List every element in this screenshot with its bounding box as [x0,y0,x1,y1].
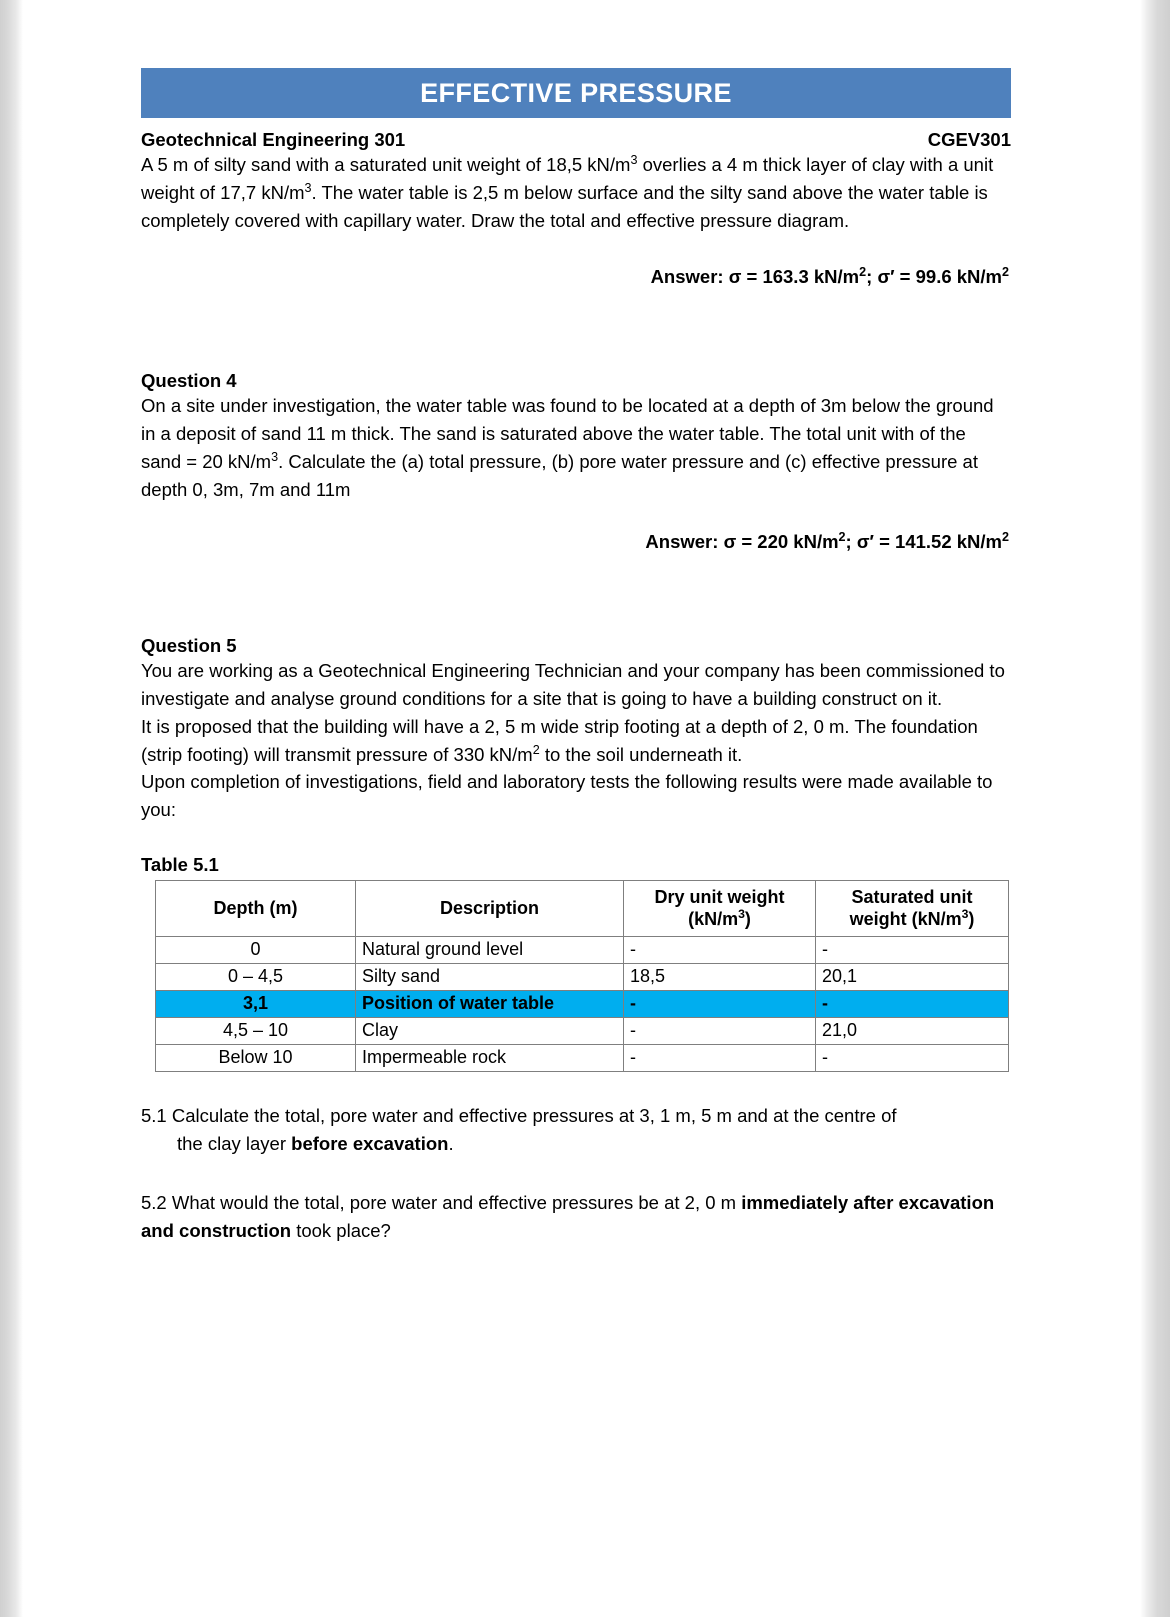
q4-answer-effective-sup: 2 [1002,530,1009,545]
table-row-highlighted-water-table [156,990,1009,1017]
question5-paragraph-3: Upon completion of investigations, field and laboratory tests the following results were made available to you: [141,771,993,820]
question4-paragraph [141,392,1011,503]
table-row [156,936,1009,963]
sub-question-5-2 [141,1189,1011,1245]
cell-saturated-unit-weight: 21,0 [816,1017,1009,1044]
column-header-depth: Depth (m) [156,880,356,936]
cell-saturated-unit-weight: - [816,990,1009,1017]
question3-answer [141,266,1011,288]
cell-depth: 0 [156,936,356,963]
q4-sup-1: 3 [271,449,279,464]
dry-unit-weight-label: Dry unit weight [654,886,785,907]
cell-dry-unit-weight: 18,5 [624,963,816,990]
sub-q-5-2-bold: immediately after excavation and construction [141,1192,995,1241]
cell-saturated-unit-weight: - [816,936,1009,963]
table-body [156,936,1009,1071]
table-header-row [156,880,1009,936]
table-row [156,963,1009,990]
dry-unit-weight-units-sup: 3 [738,906,745,921]
q5-p2-part2: to the soil underneath it. [539,743,743,765]
question5-paragraph-1: You are working as a Geotechnical Engineering Technician and your company has been commissioned to investigate and analyse ground conditions for a site that is going to have a building construct on it. [141,660,1005,709]
cell-depth: 0 – 4,5 [156,963,356,990]
q4-answer-separator: ; [845,531,857,553]
course-name: Geotechnical Engineering 301 [141,129,406,150]
q3-text-part3: . The water table is 2,5 m below surface and the silty sand above the water table is completely covered with capillary water. Draw the total and effective pressure diagram. [141,181,988,231]
q3-sup-1: 3 [630,152,638,167]
cell-depth: Below 10 [156,1044,356,1071]
sub-q-5-2-text2: took place? [291,1220,391,1241]
cell-saturated-unit-weight: 20,1 [816,963,1009,990]
q3-text-part1: A 5 m of silty sand with a saturated unit weight of 18,5 kN/m [141,154,631,175]
soil-profile-table [155,880,1009,1072]
q5-p2-part1: It is proposed that the building will have a 2, 5 m wide strip footing at a depth of 2, 0 m. The foundation (strip footing) will transmit pressure of 330 kN/m [141,715,978,765]
q4-text-part2: . Calculate the (a) total pressure, (b) pore water pressure and (c) effective pressure at depth 0, 3m, 7m and 11m [141,450,978,500]
question4-answer [141,531,1011,553]
cell-description: Silty sand [356,963,624,990]
table-caption: Table 5.1 [141,853,219,875]
dry-unit-weight-units: (kN/m [688,908,739,929]
cell-description: Impermeable rock [356,1044,624,1071]
q3-answer-effective: σ′ = 99.6 kN/m [877,266,1002,288]
document-title-banner: EFFECTIVE PRESSURE [141,68,1011,118]
table-row [156,1044,1009,1071]
cell-dry-unit-weight: - [624,1017,816,1044]
table-row [156,1017,1009,1044]
q4-answer-label: Answer: [645,531,719,553]
sub-q-5-1-bold: before excavation [291,1132,449,1154]
sub-q-5-1-line1: 5.1 Calculate the total, pore water and effective pressures at 3, 1 m, 5 m and at the centre of [141,1104,897,1126]
course-code: CGEV301 [927,129,1011,150]
saturated-unit-weight-units-sup: 3 [961,906,969,921]
sub-q-5-2-text1: 5.2 What would the total, pore water and effective pressures be at 2, 0 m [141,1192,742,1214]
sub-q-5-1-period: . [448,1132,454,1154]
q3-answer-total: σ = 163.3 kN/m [728,266,860,288]
document-page [23,0,1140,1617]
q3-answer-separator: ; [866,266,878,288]
cell-depth: 4,5 – 10 [156,1017,356,1044]
column-header-saturated-unit-weight [816,880,1009,936]
question4-heading: Question 4 [141,370,237,392]
page-content [141,0,1011,1245]
q4-answer-total: σ = 220 kN/m [723,531,839,553]
q5-p2-sup: 2 [532,742,540,757]
dry-unit-weight-units-close: ) [744,908,751,929]
column-header-description: Description [356,880,624,936]
course-header-line [141,129,1011,151]
saturated-unit-weight-units: weight (kN/m [849,908,962,929]
question5-heading: Question 5 [141,635,237,657]
q3-text-part2: overlies a 4 m thick layer of clay with a unit weight of 17,7 kN/m [141,154,994,203]
question3-paragraph [141,151,1011,234]
q3-sup-2: 3 [304,180,312,195]
q3-answer-label: Answer: [650,266,724,288]
cell-description: Clay [356,1017,624,1044]
q3-answer-total-sup: 2 [859,265,867,280]
q4-answer-effective: σ′ = 141.52 kN/m [856,531,1002,553]
cell-dry-unit-weight: - [624,990,816,1017]
cell-dry-unit-weight: - [624,1044,816,1071]
question5-paragraph-2 [141,713,1011,769]
q4-text-part1: On a site under investigation, the water table was found to be located at a depth of 3m below the ground in a deposit of sand 11 m thick. The sand is saturated above the water table. The total unit with of the sand = 20 kN/m [141,395,994,472]
q3-answer-effective-sup: 2 [1002,265,1009,280]
saturated-unit-weight-units-close: ) [968,908,975,929]
cell-description: Natural ground level [356,936,624,963]
sub-q-5-1-line2 [141,1130,1011,1158]
sub-question-5-1 [141,1102,1011,1158]
cell-saturated-unit-weight: - [816,1044,1009,1071]
sub-q-5-1-line2-text: the clay layer [177,1132,292,1154]
cell-description: Position of water table [356,990,624,1017]
column-header-dry-unit-weight [624,880,816,936]
saturated-unit-weight-label: Saturated unit [851,886,973,907]
q4-answer-total-sup: 2 [838,530,846,545]
cell-depth: 3,1 [156,990,356,1017]
cell-dry-unit-weight: - [624,936,816,963]
